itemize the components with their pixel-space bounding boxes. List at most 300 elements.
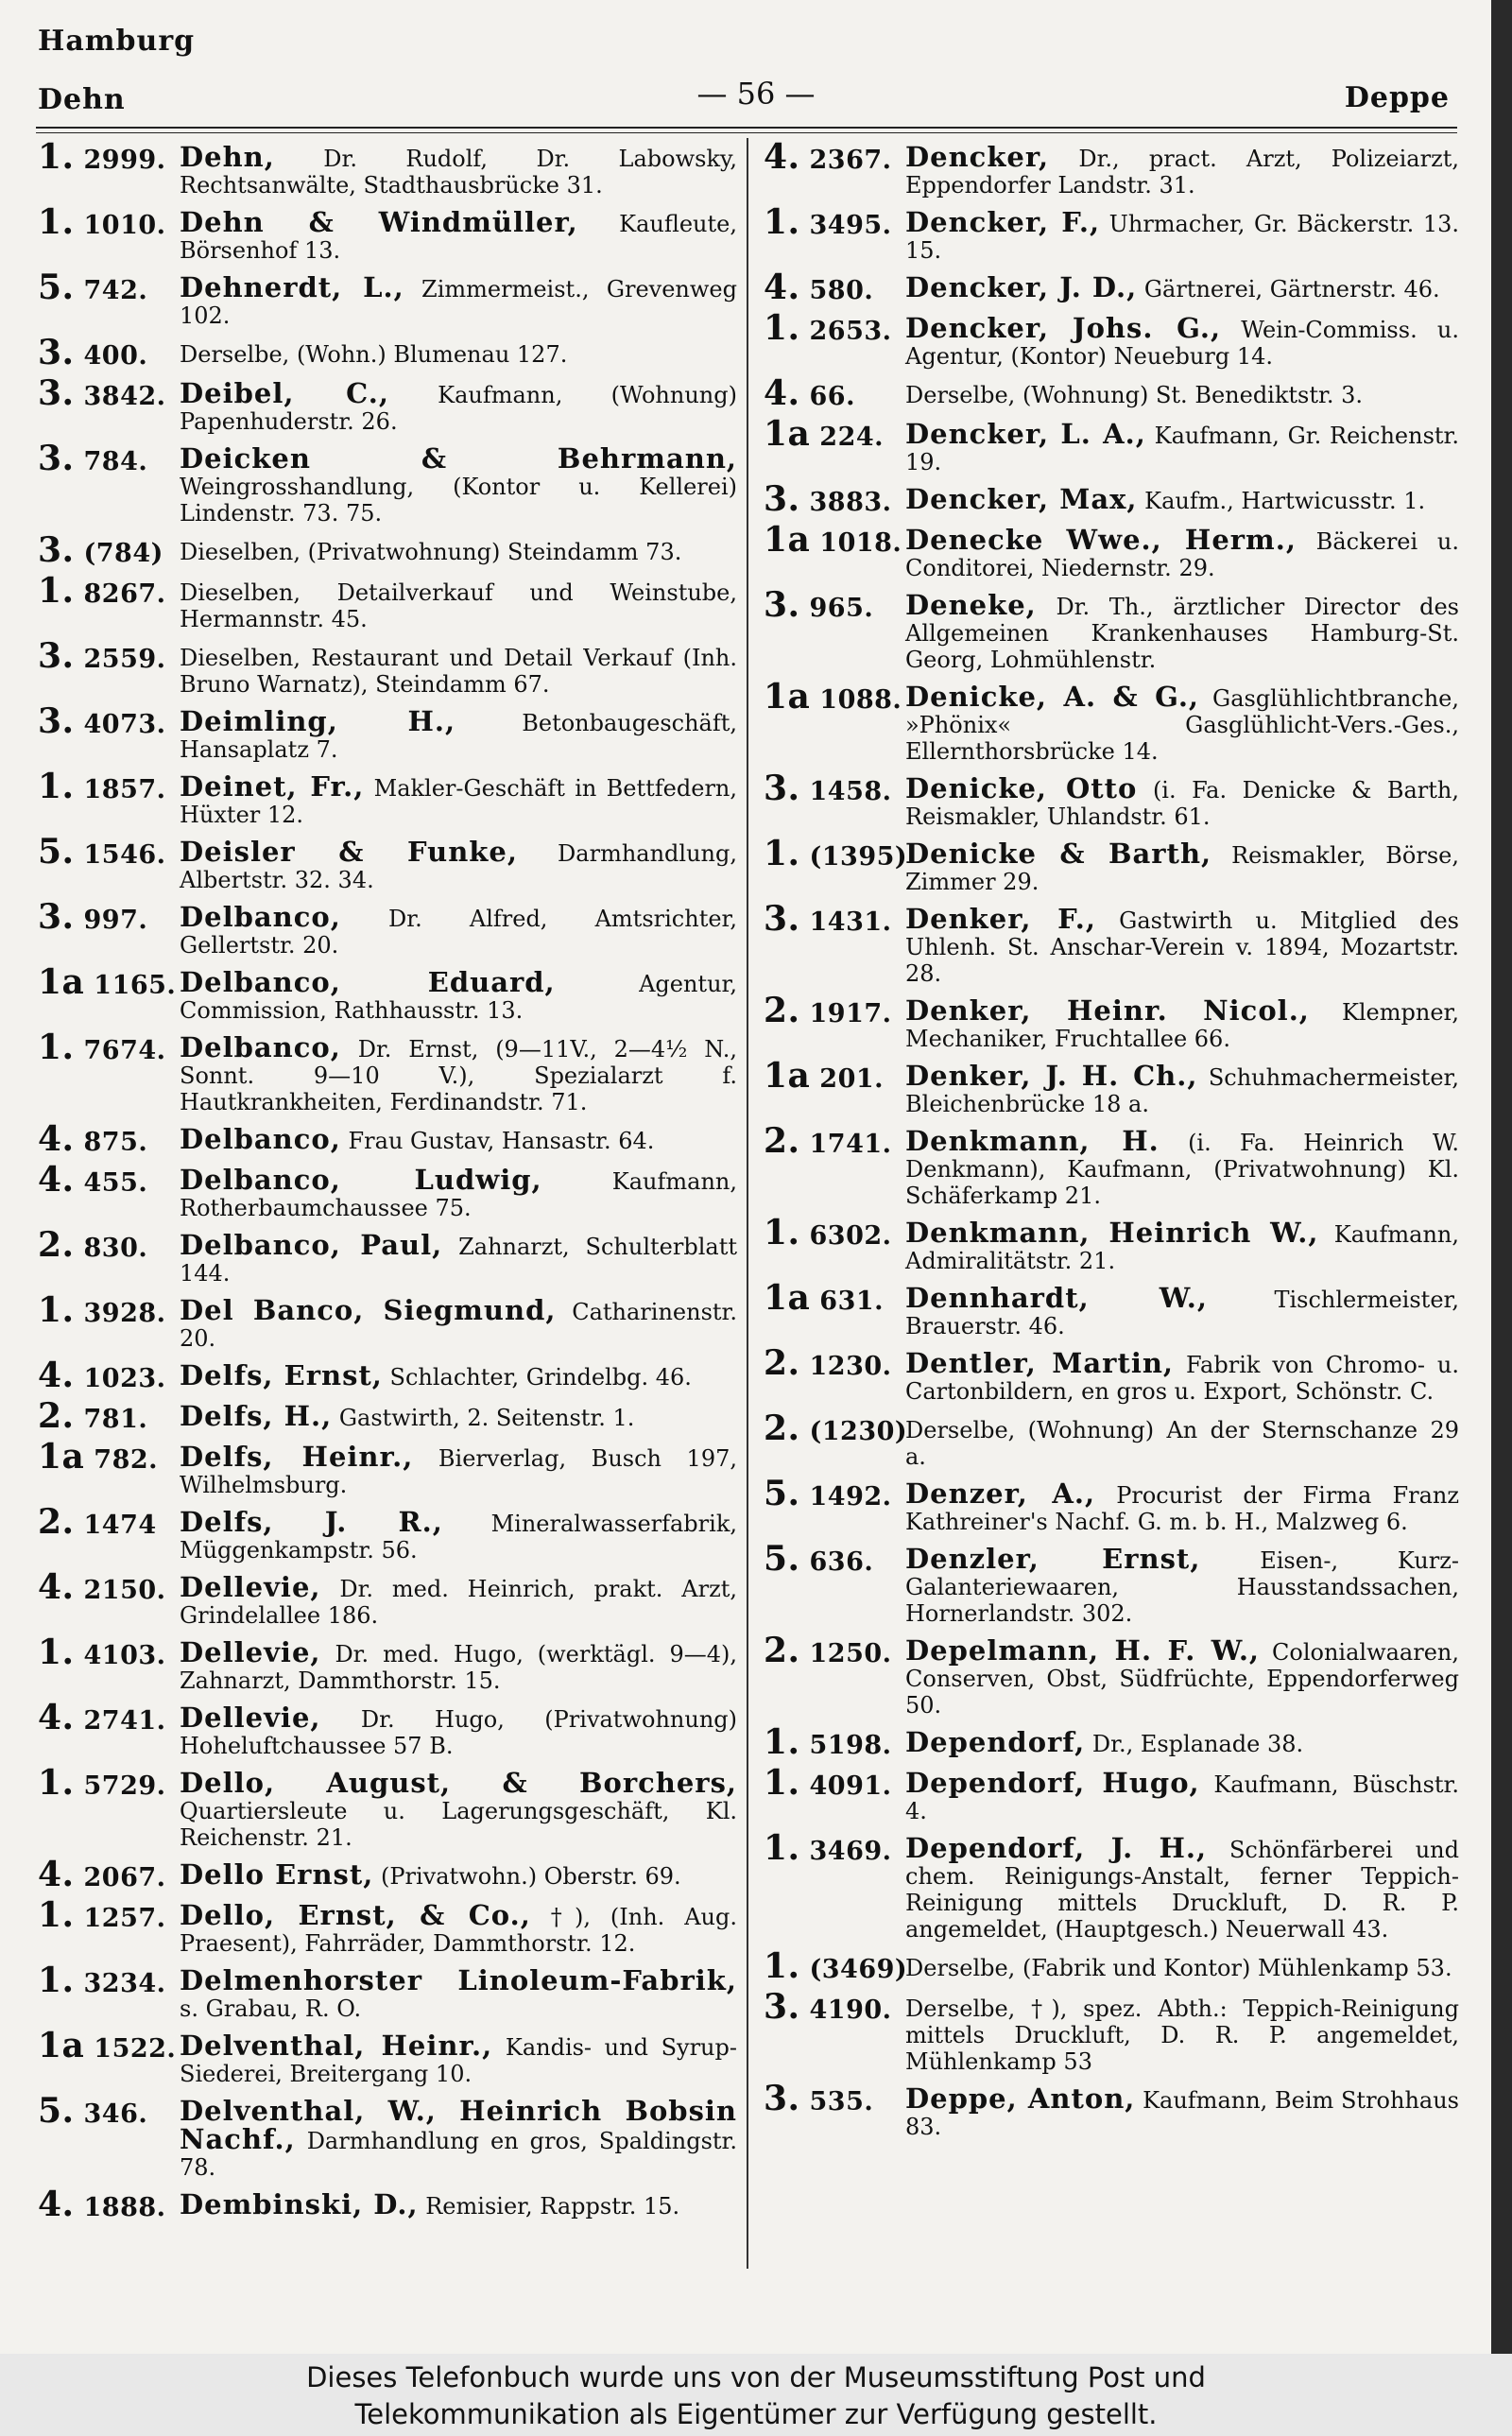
subscriber-name: Delbanco, bbox=[180, 1031, 341, 1063]
entry-text bbox=[905, 380, 1459, 408]
line-number: 1023. bbox=[83, 1364, 166, 1393]
phone-number bbox=[38, 832, 180, 872]
subscriber-details: Dr., Esplanade 38. bbox=[1085, 1731, 1304, 1757]
entry-text bbox=[905, 1953, 1459, 1981]
exchange-code: 4. bbox=[38, 2185, 75, 2224]
subscriber-name: Dellevie, bbox=[180, 1702, 321, 1734]
entry-text bbox=[180, 537, 737, 565]
subscriber-name: Delfs, J. R., bbox=[180, 1506, 443, 1538]
line-number: 2559. bbox=[83, 645, 166, 674]
left-column bbox=[38, 137, 738, 2232]
phone-number bbox=[38, 962, 180, 1002]
entry-text bbox=[180, 1229, 737, 1287]
line-number: 580. bbox=[809, 276, 874, 305]
subscriber-name: Delfs, Ernst, bbox=[180, 1359, 383, 1391]
subscriber-details: Makler-Geschäft in Bettfedern, Hüxter 12. bbox=[180, 775, 737, 828]
directory-entry bbox=[38, 439, 737, 527]
phone-number bbox=[764, 1213, 905, 1253]
phone-number bbox=[764, 834, 908, 873]
entry-text bbox=[180, 1899, 738, 1957]
exchange-code: 1a bbox=[764, 520, 811, 560]
exchange-code: 5. bbox=[764, 1474, 800, 1513]
exchange-code: 3. bbox=[764, 585, 800, 625]
phone-number bbox=[38, 1633, 180, 1672]
subscriber-details: Dr. Ernst, (9—11V., 2—4½ N., Sonnt. 9—10 V.), Spezialarzt f. Hautkrankheiten, Ferdinandstr. 71. bbox=[180, 1036, 737, 1115]
exchange-code: 3. bbox=[764, 769, 800, 808]
phone-number bbox=[764, 268, 905, 307]
entry-text bbox=[180, 377, 737, 435]
exchange-code: 1a bbox=[38, 962, 85, 1002]
phone-number bbox=[764, 1763, 905, 1803]
directory-entry bbox=[38, 1437, 737, 1498]
subscriber-name: Deimling, H., bbox=[180, 705, 456, 737]
header-last-name: Deppe bbox=[1344, 81, 1450, 114]
line-number: 631. bbox=[819, 1287, 885, 1316]
directory-entry bbox=[38, 373, 737, 435]
directory-entry bbox=[764, 202, 1459, 264]
directory-entry bbox=[764, 137, 1459, 199]
subscriber-details: Frau Gustav, Hansastr. 64. bbox=[340, 1128, 655, 1154]
entry-text bbox=[180, 1443, 737, 1498]
subscriber-details: s. Grabau, R. O. bbox=[180, 1995, 362, 2022]
entry-text bbox=[180, 770, 737, 828]
subscriber-name: Delbanco, bbox=[180, 1123, 341, 1155]
line-number: 1857. bbox=[83, 775, 166, 804]
phone-number bbox=[38, 1160, 180, 1200]
subscriber-details: Dieselben, Detailverkauf und Weinstube, Hermannstr. 45. bbox=[180, 579, 737, 632]
entry-text bbox=[180, 1031, 737, 1115]
directory-entry bbox=[764, 268, 1459, 307]
subscriber-details: Weingrosshandlung, (Kontor u. Kellerei) Lindenstr. 73. 75. bbox=[180, 474, 737, 527]
subscriber-details: Dr., pract. Arzt, Polizeiarzt, Eppendorfer Landstr. 31. bbox=[905, 146, 1459, 199]
phone-number bbox=[764, 2079, 905, 2118]
directory-entry bbox=[38, 1698, 737, 1759]
line-number: 400. bbox=[83, 341, 148, 371]
exchange-code: 4. bbox=[38, 1698, 75, 1737]
header-rule bbox=[36, 127, 1457, 129]
line-number: 5198. bbox=[809, 1731, 892, 1760]
subscriber-details: Dr. med. Hugo, (werktägl. 9—4), Zahnarzt, Dammthorstr. 15. bbox=[180, 1641, 737, 1694]
directory-entry bbox=[764, 1121, 1459, 1209]
directory-entry bbox=[38, 333, 737, 372]
exchange-code: 2. bbox=[764, 1408, 800, 1448]
line-number: 997. bbox=[83, 906, 148, 935]
subscriber-details: Derselbe, (Wohnung) An der Sternschanze 29 a. bbox=[905, 1417, 1459, 1470]
subscriber-name: Deicken & Behrmann, bbox=[180, 442, 737, 475]
phone-number bbox=[38, 636, 180, 676]
directory-entry bbox=[764, 308, 1460, 370]
exchange-code: 3. bbox=[764, 899, 800, 939]
subscriber-name: Denker, F., bbox=[905, 903, 1096, 935]
subscriber-name: Deppe, Anton, bbox=[905, 2082, 1136, 2115]
exchange-code: 2. bbox=[38, 1396, 75, 1436]
exchange-code: 4. bbox=[764, 373, 800, 413]
entry-text bbox=[180, 271, 737, 329]
line-number: (3469) bbox=[809, 1955, 908, 1984]
exchange-code: 1. bbox=[38, 1290, 75, 1330]
entry-text bbox=[180, 1571, 737, 1629]
header-first-name: Dehn bbox=[38, 83, 126, 116]
directory-entry bbox=[38, 962, 737, 1024]
exchange-code: 1a bbox=[764, 677, 811, 717]
subscriber-details: Fabrik von Chromo- u. Cartonbildern, en gros u. Export, Schönstr. C. bbox=[905, 1352, 1460, 1405]
subscriber-name: Denker, J. H. Ch., bbox=[905, 1060, 1198, 1092]
line-number: 1474 bbox=[83, 1511, 157, 1540]
phone-number bbox=[764, 585, 905, 625]
entry-text bbox=[905, 1767, 1459, 1824]
subscriber-name: Denicke, Otto bbox=[905, 772, 1138, 804]
exchange-code: 4. bbox=[764, 137, 800, 177]
line-number: 535. bbox=[809, 2087, 874, 2116]
subscriber-details: Kandis- und Syrup-Siederei, Breitergang 10. bbox=[180, 2034, 737, 2087]
directory-entry bbox=[38, 530, 737, 570]
subscriber-details: Darmhandlung en gros, Spaldingstr. 78. bbox=[180, 2128, 737, 2181]
subscriber-details: Klempner, Mechaniker, Fruchtallee 66. bbox=[905, 999, 1459, 1052]
phone-number bbox=[764, 1408, 908, 1448]
line-number: 1458. bbox=[809, 777, 892, 806]
line-number: 2367. bbox=[809, 146, 892, 175]
line-number: 5729. bbox=[83, 1771, 166, 1801]
subscriber-name: Delbanco, Paul, bbox=[180, 1229, 443, 1261]
line-number: 2067. bbox=[83, 1863, 166, 1892]
entry-text bbox=[905, 1634, 1459, 1719]
exchange-code: 5. bbox=[38, 832, 75, 872]
phone-number bbox=[764, 1343, 905, 1383]
subscriber-details: Mineralwasserfabrik, Müggenkampstr. 56. bbox=[180, 1511, 737, 1564]
phone-number bbox=[38, 2185, 180, 2224]
header-rule-thin bbox=[36, 132, 1457, 133]
phone-number bbox=[38, 571, 180, 611]
exchange-code: 1a bbox=[764, 1278, 811, 1318]
directory-entry bbox=[38, 1855, 737, 1894]
directory-entry bbox=[764, 1987, 1459, 2075]
line-number: (1395) bbox=[809, 842, 908, 872]
phone-number bbox=[764, 769, 905, 808]
subscriber-details: Kaufmann, Beim Strohhaus 83. bbox=[905, 2087, 1459, 2140]
entry-text bbox=[905, 1347, 1460, 1405]
directory-entry bbox=[764, 1474, 1459, 1535]
directory-entry bbox=[764, 1946, 1459, 1986]
exchange-code: 2. bbox=[764, 1343, 800, 1383]
line-number: 784. bbox=[83, 447, 148, 476]
subscriber-name: Deneke, bbox=[905, 589, 1037, 621]
subscriber-details: Agentur, Commission, Rathhausstr. 13. bbox=[180, 971, 737, 1024]
line-number: 7674. bbox=[83, 1036, 166, 1065]
exchange-code: 1. bbox=[38, 202, 75, 242]
entry-text bbox=[180, 1294, 737, 1352]
exchange-code: 3. bbox=[38, 439, 75, 478]
entry-text bbox=[180, 966, 737, 1024]
entry-text bbox=[905, 1125, 1459, 1209]
directory-entry bbox=[38, 1763, 737, 1851]
directory-entry bbox=[38, 1028, 737, 1115]
entry-text bbox=[180, 1400, 737, 1432]
subscriber-name: Dencker, Johs. G., bbox=[905, 312, 1222, 344]
exchange-code: 1a bbox=[38, 1437, 85, 1477]
subscriber-details: Dieselben, (Privatwohnung) Steindamm 73. bbox=[180, 539, 682, 565]
line-number: 830. bbox=[83, 1234, 148, 1263]
subscriber-name: Denicke, A. & G., bbox=[905, 681, 1200, 713]
subscriber-details: Dr. Alfred, Amtsrichter, Gellertstr. 20. bbox=[180, 906, 737, 959]
line-number: 742. bbox=[83, 276, 148, 305]
directory-entry bbox=[764, 1763, 1459, 1824]
exchange-code: 1. bbox=[38, 1763, 75, 1803]
page-edge bbox=[1491, 0, 1512, 2354]
line-number: 3495. bbox=[809, 211, 892, 240]
subscriber-name: Dehnerdt, L., bbox=[180, 271, 404, 303]
entry-text bbox=[905, 1994, 1459, 2075]
phone-number bbox=[764, 1539, 905, 1579]
entry-text bbox=[905, 1219, 1459, 1274]
directory-entry bbox=[38, 2091, 737, 2181]
line-number: 3928. bbox=[83, 1299, 166, 1328]
column-divider bbox=[747, 138, 748, 2269]
phone-number bbox=[764, 414, 905, 454]
subscriber-name: Delbanco, Ludwig, bbox=[180, 1164, 542, 1196]
directory-entry bbox=[38, 571, 737, 632]
exchange-code: 2. bbox=[38, 1225, 75, 1265]
exchange-code: 4. bbox=[38, 1119, 75, 1159]
line-number: 965. bbox=[809, 594, 874, 623]
phone-number bbox=[764, 137, 905, 177]
directory-entry bbox=[764, 1828, 1459, 1943]
entry-text bbox=[905, 994, 1459, 1052]
subscriber-details: Dieselben, Restaurant und Detail Verkauf (Inh. Bruno Warnatz), Steindamm 67. bbox=[180, 645, 737, 698]
exchange-code: 1. bbox=[764, 1828, 800, 1868]
entry-text bbox=[905, 418, 1459, 475]
exchange-code: 4. bbox=[764, 268, 800, 307]
subscriber-name: Dependorf, bbox=[905, 1726, 1086, 1758]
directory-entry bbox=[38, 268, 737, 329]
phone-number bbox=[764, 1828, 905, 1868]
entry-text bbox=[905, 271, 1459, 303]
subscriber-name: Denker, Heinr. Nicol., bbox=[905, 994, 1310, 1027]
exchange-code: 5. bbox=[38, 268, 75, 307]
line-number: 1230. bbox=[809, 1352, 892, 1381]
subscriber-details: Kaufm., Hartwicusstr. 1. bbox=[1137, 488, 1426, 514]
phone-number bbox=[764, 1474, 905, 1513]
line-number: 1492. bbox=[809, 1482, 892, 1512]
line-number: 8267. bbox=[83, 579, 166, 609]
exchange-code: 1. bbox=[764, 834, 800, 873]
entry-text bbox=[180, 2095, 737, 2181]
line-number: 636. bbox=[809, 1547, 874, 1577]
line-number: 3469. bbox=[809, 1837, 892, 1866]
exchange-code: 1. bbox=[38, 1028, 75, 1067]
line-number: 3234. bbox=[83, 1969, 166, 1998]
entry-text bbox=[905, 312, 1460, 370]
entry-text bbox=[180, 2188, 737, 2220]
phone-number bbox=[38, 268, 180, 307]
entry-text bbox=[905, 903, 1459, 987]
line-number: (1230) bbox=[809, 1417, 908, 1446]
subscriber-details: †), (Inh. Aug. Praesent), Fahrräder, Dammthorstr. 12. bbox=[180, 1904, 738, 1957]
phone-number bbox=[764, 1631, 905, 1670]
phone-number bbox=[764, 1278, 905, 1318]
subscriber-name: Denicke & Barth, bbox=[905, 838, 1212, 870]
right-column bbox=[764, 137, 1460, 2151]
subscriber-name: Depelmann, H. F. W., bbox=[905, 1634, 1261, 1667]
exchange-code: 1. bbox=[764, 308, 800, 348]
line-number: 1741. bbox=[809, 1130, 892, 1159]
phone-number bbox=[38, 2091, 180, 2131]
phone-number bbox=[38, 897, 180, 937]
phone-number bbox=[38, 439, 180, 478]
exchange-code: 3. bbox=[38, 701, 75, 741]
phone-number bbox=[764, 202, 905, 242]
line-number: 1431. bbox=[809, 907, 892, 937]
subscriber-details: Gastwirth u. Mitglied des Uhlenh. St. Anschar-Verein v. 1894, Mozartstr. 28. bbox=[905, 907, 1459, 987]
exchange-code: 2. bbox=[38, 1502, 75, 1542]
exchange-code: 2. bbox=[764, 1121, 800, 1161]
subscriber-details: (Privatwohn.) Oberstr. 69. bbox=[373, 1863, 681, 1890]
phone-number bbox=[38, 1028, 180, 1067]
directory-entry bbox=[38, 1225, 737, 1287]
subscriber-details: Wein-Commiss. u. Agentur, (Kontor) Neueburg 14. bbox=[905, 317, 1460, 370]
directory-entry bbox=[38, 1119, 737, 1159]
phone-number bbox=[38, 1290, 180, 1330]
subscriber-details: (i. Fa. Heinrich W. Denkmann), Kaufmann, (Privatwohnung) Kl. Schäferkamp 21. bbox=[905, 1130, 1459, 1209]
exchange-code: 3. bbox=[38, 530, 75, 570]
line-number: 875. bbox=[83, 1128, 148, 1157]
exchange-code: 1. bbox=[38, 767, 75, 806]
footer-notice bbox=[0, 2354, 1512, 2436]
directory-entry bbox=[764, 1539, 1459, 1627]
directory-entry bbox=[38, 767, 737, 828]
directory-entry bbox=[764, 479, 1459, 519]
line-number: 1546. bbox=[83, 840, 166, 870]
line-number: 455. bbox=[83, 1168, 148, 1198]
subscriber-details: Betonbaugeschäft, Hansaplatz 7. bbox=[180, 710, 737, 763]
exchange-code: 1. bbox=[38, 1961, 75, 2000]
directory-entry bbox=[38, 1567, 737, 1629]
entry-text bbox=[180, 442, 737, 527]
subscriber-details: Kaufmann, Gr. Reichenstr. 19. bbox=[905, 423, 1459, 475]
subscriber-name: Deisler & Funke, bbox=[180, 836, 518, 868]
entry-text bbox=[180, 141, 737, 199]
directory-entry bbox=[38, 897, 737, 959]
directory-entry bbox=[764, 1722, 1459, 1762]
entry-text bbox=[905, 1060, 1459, 1117]
entry-text bbox=[905, 1543, 1459, 1627]
phone-number bbox=[38, 333, 180, 372]
subscriber-name: Dencker, Max, bbox=[905, 483, 1138, 515]
subscriber-details: Colonialwaaren, Conserven, Obst, Südfrüchte, Eppendorferweg 50. bbox=[905, 1639, 1459, 1719]
directory-entry bbox=[38, 137, 737, 199]
subscriber-details: Gärtnerei, Gärtnerstr. 46. bbox=[1137, 276, 1440, 302]
subscriber-name: Dehn, bbox=[180, 141, 275, 173]
phone-number bbox=[38, 1961, 180, 2000]
subscriber-name: Dencker, J. D., bbox=[905, 271, 1138, 303]
directory-entry bbox=[764, 1213, 1459, 1274]
directory-entry bbox=[764, 1408, 1459, 1470]
exchange-code: 3. bbox=[38, 373, 75, 413]
exchange-code: 3. bbox=[764, 479, 800, 519]
directory-entry bbox=[764, 585, 1459, 673]
entry-text bbox=[180, 1123, 737, 1155]
entry-text bbox=[905, 683, 1459, 765]
directory-entry bbox=[764, 899, 1459, 987]
line-number: 66. bbox=[809, 382, 855, 411]
entry-text bbox=[905, 483, 1459, 515]
phone-number bbox=[764, 677, 905, 717]
entry-text bbox=[905, 2082, 1459, 2140]
entry-text bbox=[905, 840, 1459, 895]
directory-entry bbox=[38, 2185, 737, 2224]
line-number: 1257. bbox=[83, 1904, 166, 1933]
subscriber-name: Denkmann, Heinrich W., bbox=[905, 1217, 1319, 1249]
directory-entry bbox=[764, 373, 1459, 413]
line-number: 2653. bbox=[809, 317, 892, 346]
subscriber-name: Deinet, Fr., bbox=[180, 770, 365, 803]
phone-number bbox=[38, 1895, 180, 1935]
subscriber-name: Dellevie, bbox=[180, 1571, 321, 1603]
entry-text bbox=[180, 838, 737, 893]
phone-number bbox=[764, 520, 905, 560]
line-number: 1888. bbox=[83, 2193, 166, 2222]
subscriber-details: Zimmermeist., Grevenweg 102. bbox=[180, 276, 737, 329]
subscriber-details: Dr. Th., ärztlicher Director des Allgemeinen Krankenhauses Hamburg-St. Georg, Lohmühlenstr. bbox=[905, 594, 1459, 673]
entry-text bbox=[905, 141, 1459, 199]
line-number: 346. bbox=[83, 2099, 148, 2129]
subscriber-name: Delfs, Heinr., bbox=[180, 1441, 414, 1473]
entry-text bbox=[180, 643, 737, 698]
line-number: 1250. bbox=[809, 1639, 892, 1668]
entry-text bbox=[180, 1166, 737, 1221]
directory-entry bbox=[764, 520, 1459, 581]
entry-text bbox=[180, 1964, 737, 2022]
line-number: 224. bbox=[819, 423, 885, 452]
phone-number bbox=[38, 2026, 180, 2065]
entry-text bbox=[180, 1767, 737, 1851]
subscriber-details: Zahnarzt, Schulterblatt 144. bbox=[180, 1234, 737, 1287]
phone-number bbox=[38, 1855, 180, 1894]
phone-number bbox=[764, 991, 905, 1030]
subscriber-details: Gasglühlichtbranche, »Phönix« Gasglühlicht-Vers.-Ges., Ellernthorsbrücke 14. bbox=[905, 685, 1459, 765]
directory-entry bbox=[38, 1633, 737, 1694]
line-number: 2150. bbox=[83, 1576, 166, 1605]
phone-number bbox=[38, 701, 180, 741]
exchange-code: 1a bbox=[764, 414, 811, 454]
subscriber-details: (i. Fa. Denicke & Barth, Reismakler, Uhlandstr. 61. bbox=[905, 777, 1459, 830]
exchange-code: 1. bbox=[38, 1895, 75, 1935]
directory-entry bbox=[764, 991, 1459, 1052]
subscriber-details: Kaufmann, Rotherbaumchaussee 75. bbox=[180, 1168, 737, 1221]
phone-number bbox=[764, 308, 905, 348]
phone-number bbox=[38, 530, 180, 570]
directory-entry bbox=[764, 1343, 1460, 1405]
subscriber-name: Del Banco, Siegmund, bbox=[180, 1294, 557, 1326]
directory-entry bbox=[764, 2079, 1459, 2140]
subscriber-name: Dencker, bbox=[905, 141, 1050, 173]
line-number: 1917. bbox=[809, 999, 892, 1028]
phone-number bbox=[764, 1722, 905, 1762]
line-number: 2741. bbox=[83, 1706, 166, 1736]
exchange-code: 5. bbox=[764, 1539, 800, 1579]
exchange-code: 1. bbox=[764, 1763, 800, 1803]
line-number: 3883. bbox=[809, 488, 892, 517]
line-number: 1522. bbox=[94, 2034, 177, 2064]
phone-number bbox=[764, 373, 905, 413]
phone-number bbox=[38, 1763, 180, 1803]
subscriber-name: Dencker, L. A., bbox=[905, 418, 1146, 450]
directory-entry bbox=[764, 1278, 1459, 1339]
line-number: 1018. bbox=[819, 528, 902, 558]
subscriber-name: Delventhal, W., Heinrich Bobsin Nachf., bbox=[180, 2095, 737, 2155]
directory-entry bbox=[38, 1160, 737, 1221]
directory-entry bbox=[764, 677, 1459, 765]
subscriber-details: Reismakler, Börse, Zimmer 29. bbox=[905, 842, 1459, 895]
